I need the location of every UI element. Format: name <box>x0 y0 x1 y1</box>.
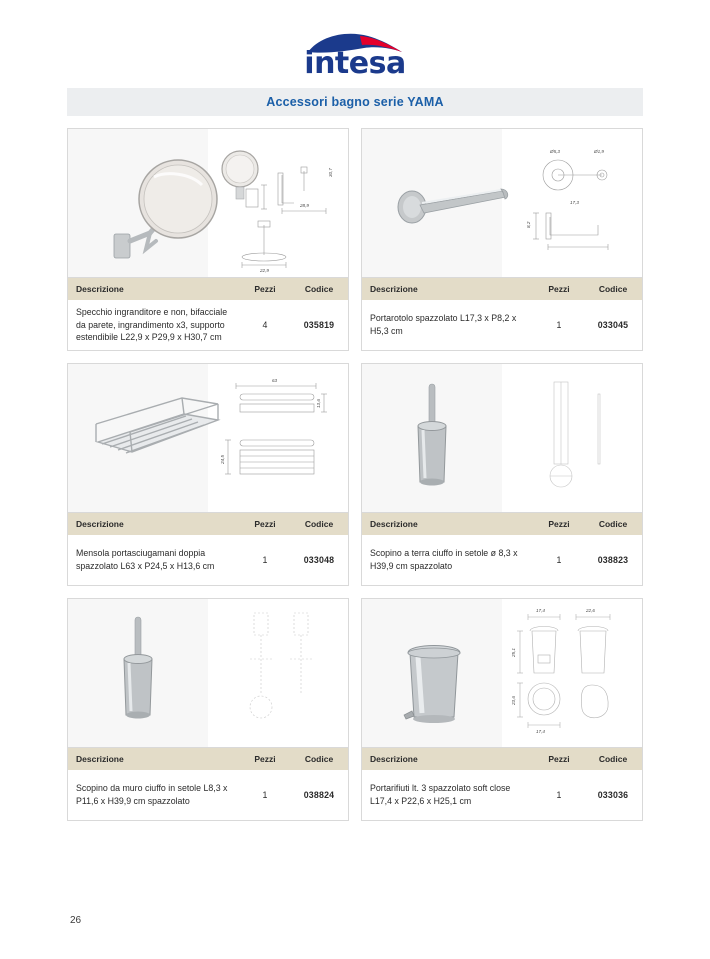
product-image-portarifiuti <box>362 599 642 747</box>
toilet-brush-wall-icon <box>68 599 348 746</box>
column-codice: Codice <box>304 519 334 529</box>
dimension-label: 23,6 <box>511 696 516 705</box>
column-descrizione: Descrizione <box>76 754 124 764</box>
product-codice: 033036 <box>597 789 629 800</box>
table-header-row <box>68 277 348 300</box>
column-codice: Codice <box>304 284 334 294</box>
product-pezzi: 1 <box>556 789 562 800</box>
column-pezzi: Pezzi <box>548 519 570 529</box>
column-descrizione: Descrizione <box>76 519 124 529</box>
table-header-row <box>68 747 348 770</box>
product-description: Mensola portasciugamani doppia spazzolato L63 x P24,5 x H13,6 cm <box>76 548 215 571</box>
product-codice: 033048 <box>303 554 335 565</box>
product-codice: 038824 <box>303 789 335 800</box>
dimension-label: 8,2 <box>526 221 531 228</box>
product-pezzi: 1 <box>556 554 562 565</box>
page-number: 26 <box>70 915 82 926</box>
product-image-specchio <box>68 129 348 277</box>
column-codice: Codice <box>598 754 628 764</box>
column-pezzi: Pezzi <box>254 284 276 294</box>
column-codice: Codice <box>304 754 334 764</box>
product-codice: 035819 <box>303 319 335 330</box>
dimension-label: 22,6 <box>586 608 595 613</box>
table-header-row <box>68 512 348 535</box>
product-pezzi: 4 <box>262 319 268 330</box>
product-card <box>67 128 349 351</box>
page-title-text: Accessori bagno serie YAMA <box>266 95 444 109</box>
table-row <box>362 535 642 585</box>
product-image-scopino-muro <box>68 599 348 747</box>
brand-logo <box>0 30 710 87</box>
table-row <box>362 770 642 820</box>
table-row <box>68 770 348 820</box>
column-descrizione: Descrizione <box>370 284 418 294</box>
product-image-mensola <box>68 364 348 512</box>
toilet-paper-holder-icon <box>362 129 642 276</box>
page-title <box>67 88 643 116</box>
dimension-label: 63 <box>272 378 278 383</box>
product-description: Portarifiuti lt. 3 spazzolato soft close L17,4 x P22,6 x H25,1 cm <box>370 783 511 806</box>
dimension-label: 30,7 <box>328 168 333 177</box>
column-pezzi: Pezzi <box>548 754 570 764</box>
column-pezzi: Pezzi <box>254 754 276 764</box>
dimension-label: 17,3 <box>570 200 579 205</box>
product-description: Scopino a terra ciuffo in setole ø 8,3 x H39,9 cm spazzolato <box>370 548 518 571</box>
logo-text: intesa <box>304 46 406 81</box>
product-image-scopino-terra <box>362 364 642 512</box>
product-card <box>361 128 643 351</box>
product-card <box>361 363 643 586</box>
table-row <box>362 300 642 350</box>
product-pezzi: 1 <box>262 554 268 565</box>
table-header-row <box>362 512 642 535</box>
toilet-brush-floor-icon <box>362 364 642 511</box>
column-pezzi: Pezzi <box>548 284 570 294</box>
dimension-label: Ø5,3 <box>550 149 560 154</box>
dimension-label: 24,5 <box>220 455 225 464</box>
product-description: Specchio ingranditore e non, bifacciale da parete, ingrandimento x3, supporto estendibile L22,9 x P29,9 x H30,7 cm <box>76 306 228 343</box>
dimension-label: 17,4 <box>536 729 545 734</box>
table-header-row <box>362 747 642 770</box>
product-codice: 038823 <box>597 554 629 565</box>
dimension-label: 22,9 <box>260 268 269 273</box>
table-header-row <box>362 277 642 300</box>
product-card <box>361 598 643 821</box>
dimension-label: 28,9 <box>300 203 309 208</box>
table-row <box>68 535 348 585</box>
column-codice: Codice <box>598 519 628 529</box>
product-description: Scopino da muro ciuffo in setole L8,3 x P11,6 x H39,9 cm spazzolato <box>76 783 228 806</box>
towel-shelf-icon <box>68 364 348 511</box>
column-codice: Codice <box>598 284 628 294</box>
product-image-portarotolo <box>362 129 642 277</box>
product-pezzi: 1 <box>556 319 562 330</box>
dimension-label: 17,4 <box>536 608 545 613</box>
column-descrizione: Descrizione <box>370 754 418 764</box>
column-descrizione: Descrizione <box>370 519 418 529</box>
column-pezzi: Pezzi <box>254 519 276 529</box>
product-card <box>67 363 349 586</box>
product-card <box>67 598 349 821</box>
table-row <box>68 300 348 350</box>
product-description: Portarotolo spazzolato L17,3 x P8,2 x H5,3 cm <box>370 313 517 336</box>
product-pezzi: 1 <box>262 789 268 800</box>
mirror-icon <box>68 129 348 276</box>
dimension-label: 13,6 <box>316 399 321 408</box>
product-codice: 033045 <box>597 319 629 330</box>
dimension-label: Ø1,9 <box>594 149 604 154</box>
column-descrizione: Descrizione <box>76 284 124 294</box>
product-grid <box>67 128 643 821</box>
dimension-label: 25,1 <box>511 648 516 657</box>
waste-bin-icon <box>362 599 642 746</box>
